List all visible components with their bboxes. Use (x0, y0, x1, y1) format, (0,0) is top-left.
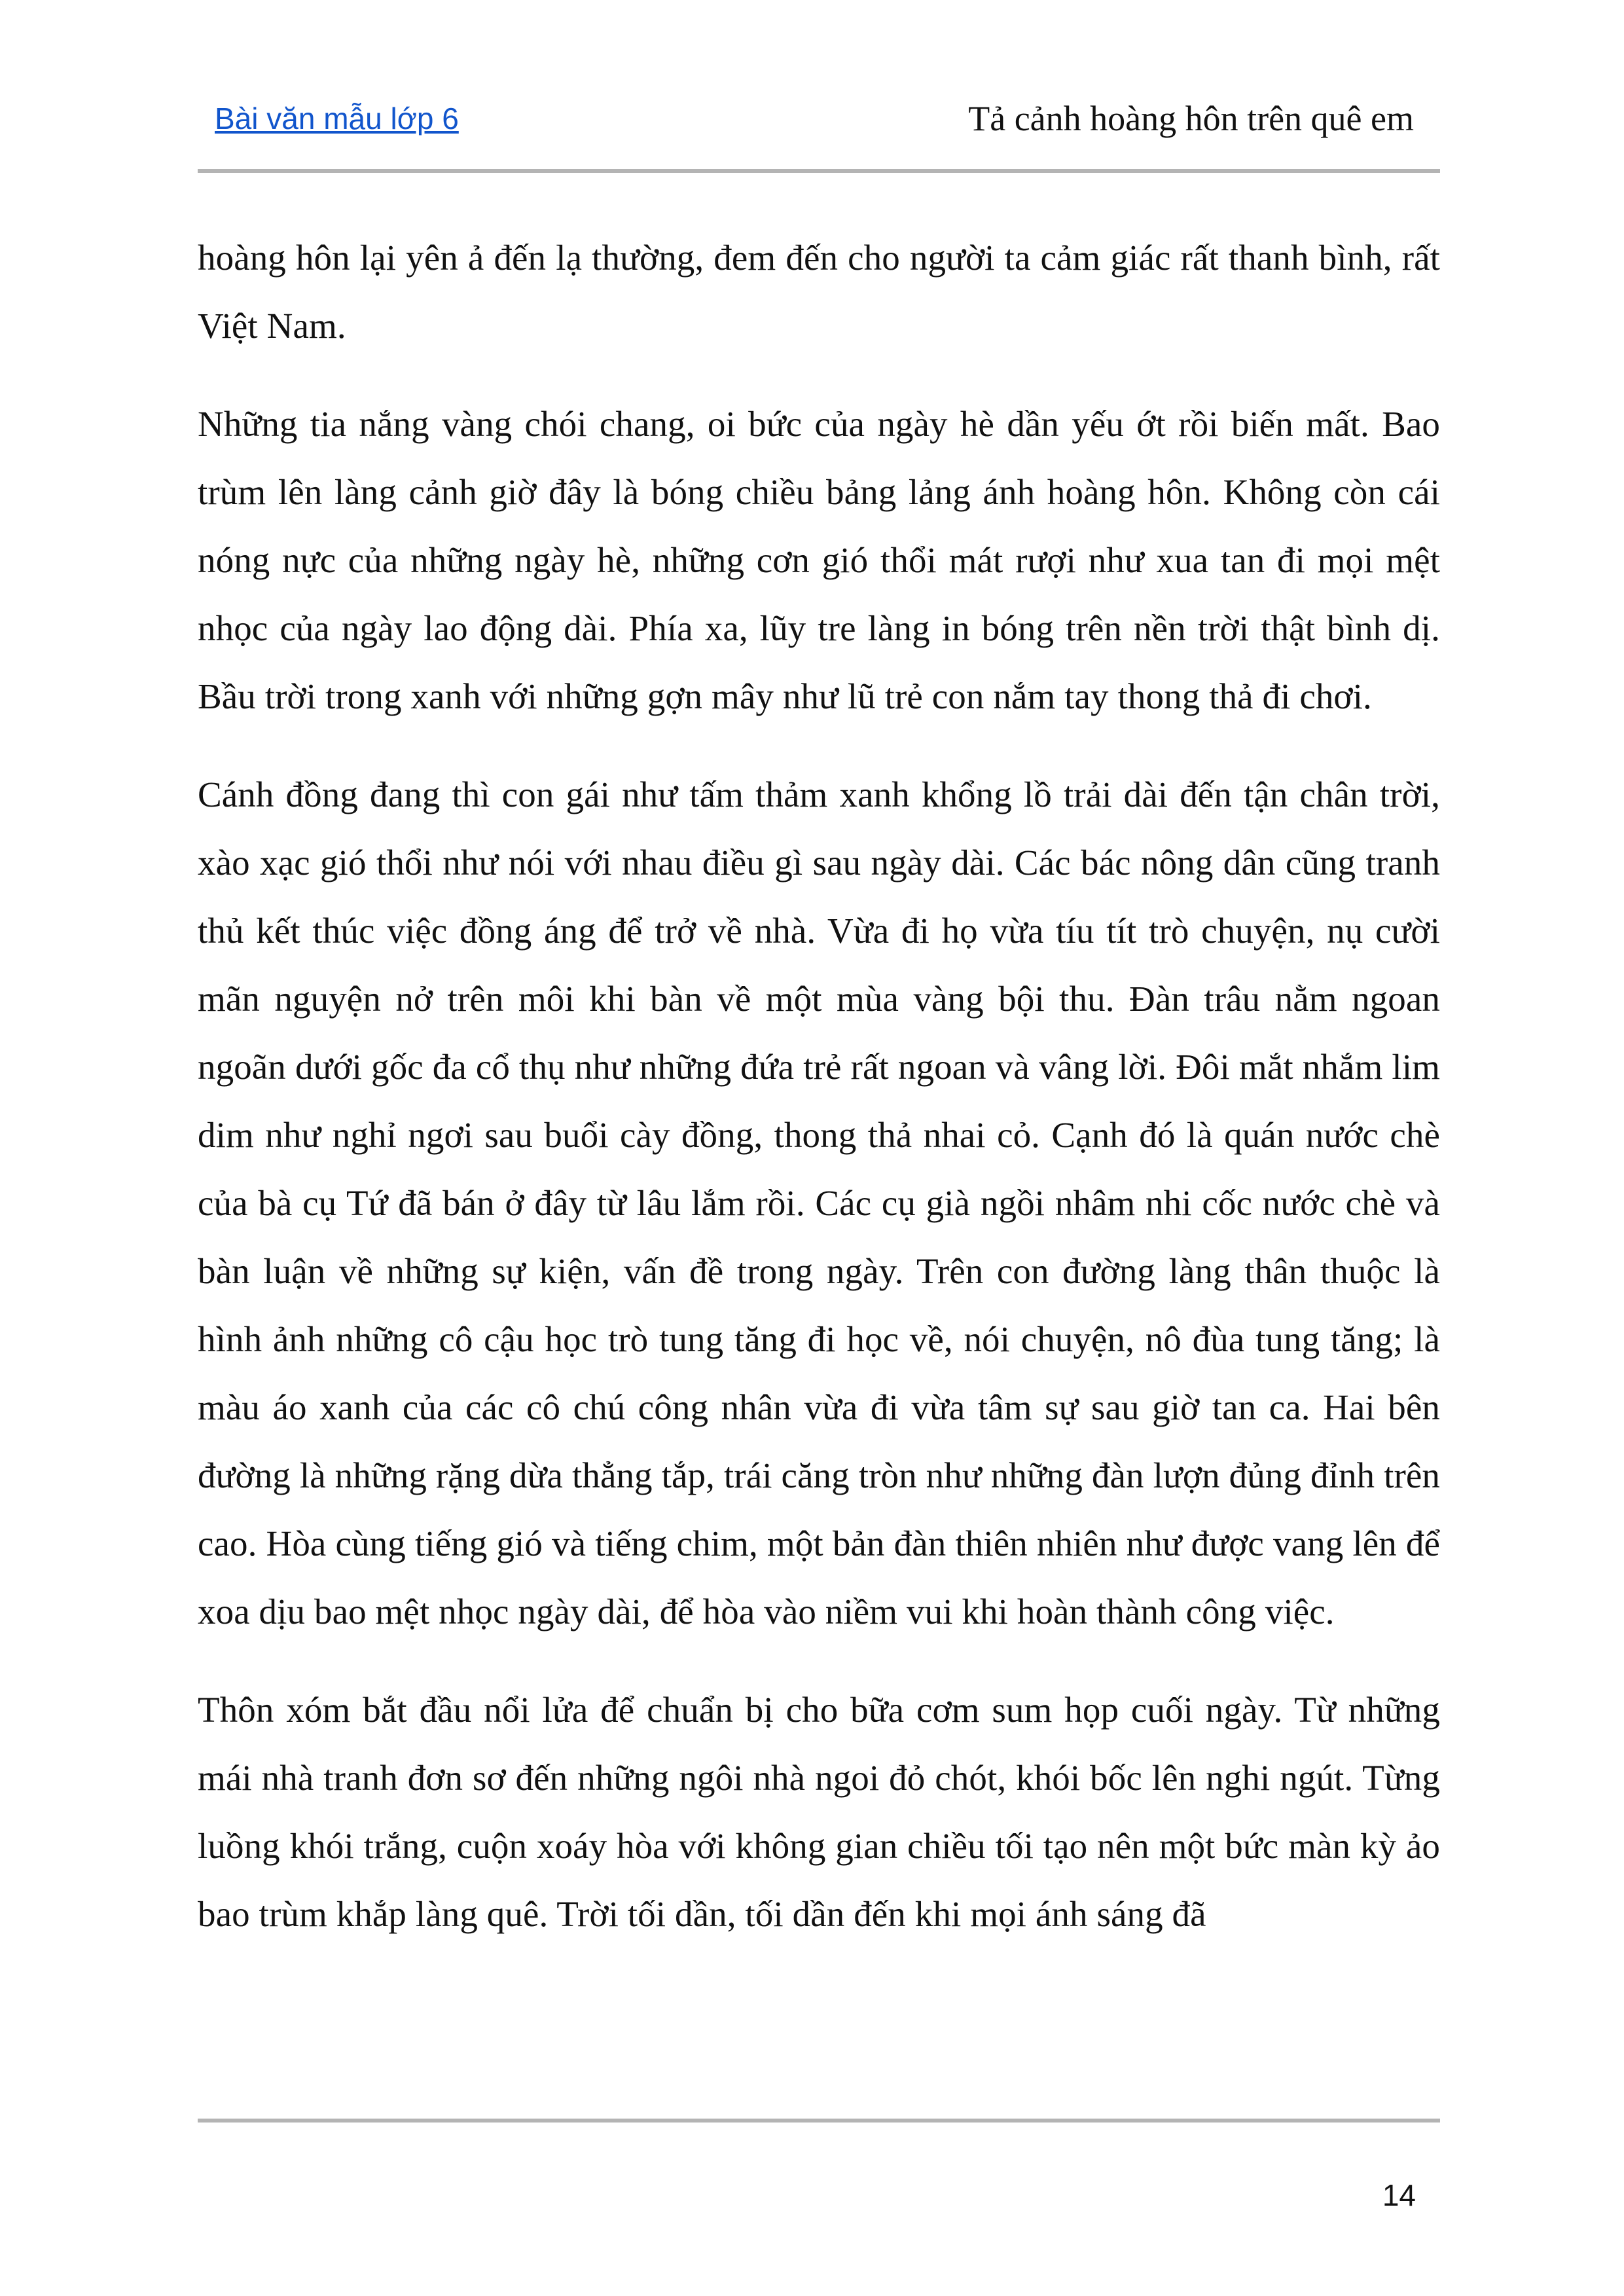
page-header (198, 98, 1440, 144)
paragraph: Thôn xóm bắt đầu nổi lửa để chuẩn bị cho bữa cơm sum họp cuối ngày. Từ những mái nhà tranh đơn sơ đến những ngôi nhà ngoi đỏ chót, khói bốc lên nghi ngút. Từng luồng khói trắng, cuộn xoáy hòa với không gian chiều tối tạo nên một bức màn kỳ ảo bao trùm khắp làng quê. Trời tối dần, tối dần đến khi mọi ánh sáng đã (198, 1690, 1440, 1934)
header-link[interactable]: Bài văn mẫu lớp 6 (215, 101, 459, 136)
header-divider (198, 169, 1440, 173)
header-title: Tả cảnh hoàng hôn trên quê em (968, 99, 1414, 138)
paragraph: Cánh đồng đang thì con gái như tấm thảm xanh khổng lồ trải dài đến tận chân trời, xào xạc gió thổi như nói với nhau điều gì sau ngày dài. Các bác nông dân cũng tranh thủ kết thúc việc đồng áng để trở về nhà. Vừa đi họ vừa tíu tít trò chuyện, nụ cười mãn nguyện nở trên môi khi bàn về một mùa vàng bội thu. Đàn trâu nằm ngoan ngoãn dưới gốc đa cổ thụ như những đứa trẻ rất ngoan và vâng lời. Đôi mắt nhắm lim dim như nghỉ ngơi sau buổi cày đồng, thong thả nhai cỏ. Cạnh đó là quán nước chè của bà cụ Tứ đã bán ở đây từ lâu lắm rồi. Các cụ già ngồi nhâm nhi cốc nước chè và bàn luận về những sự kiện, vấn đề trong ngày. Trên con đường làng thân thuộc là hình ảnh những cô cậu học trò tung tăng đi học về, nói chuyện, nô đùa tung tăng; là màu áo xanh của các cô chú công nhân vừa đi vừa tâm sự sau giờ tan ca. Hai bên đường là những rặng dừa thẳng tắp, trái căng tròn như những đàn lượn đủng đỉnh trên cao. Hòa cùng tiếng gió và tiếng chim, một bản đàn thiên nhiên như được vang lên để xoa dịu bao mệt nhọc ngày dài, để hòa vào niềm vui khi hoàn thành công việc. (198, 774, 1440, 1631)
page-number: 14 (1382, 2178, 1416, 2212)
paragraph: hoàng hôn lại yên ả đến lạ thường, đem đến cho người ta cảm giác rất thanh bình, rất Việt Nam. (198, 238, 1440, 346)
article-body (198, 224, 1440, 1978)
paragraph: Những tia nắng vàng chói chang, oi bức của ngày hè dần yếu ớt rồi biến mất. Bao trùm lên làng cảnh giờ đây là bóng chiều bảng lảng ánh hoàng hôn. Không còn cái nóng nực của những ngày hè, những cơn gió thổi mát rượi như xua tan đi mọi mệt nhọc của ngày lao động dài. Phía xa, lũy tre làng in bóng trên nền trời thật bình dị. Bầu trời trong xanh với những gợn mây như lũ trẻ con nắm tay thong thả đi chơi. (198, 404, 1440, 716)
footer-divider (198, 2119, 1440, 2123)
